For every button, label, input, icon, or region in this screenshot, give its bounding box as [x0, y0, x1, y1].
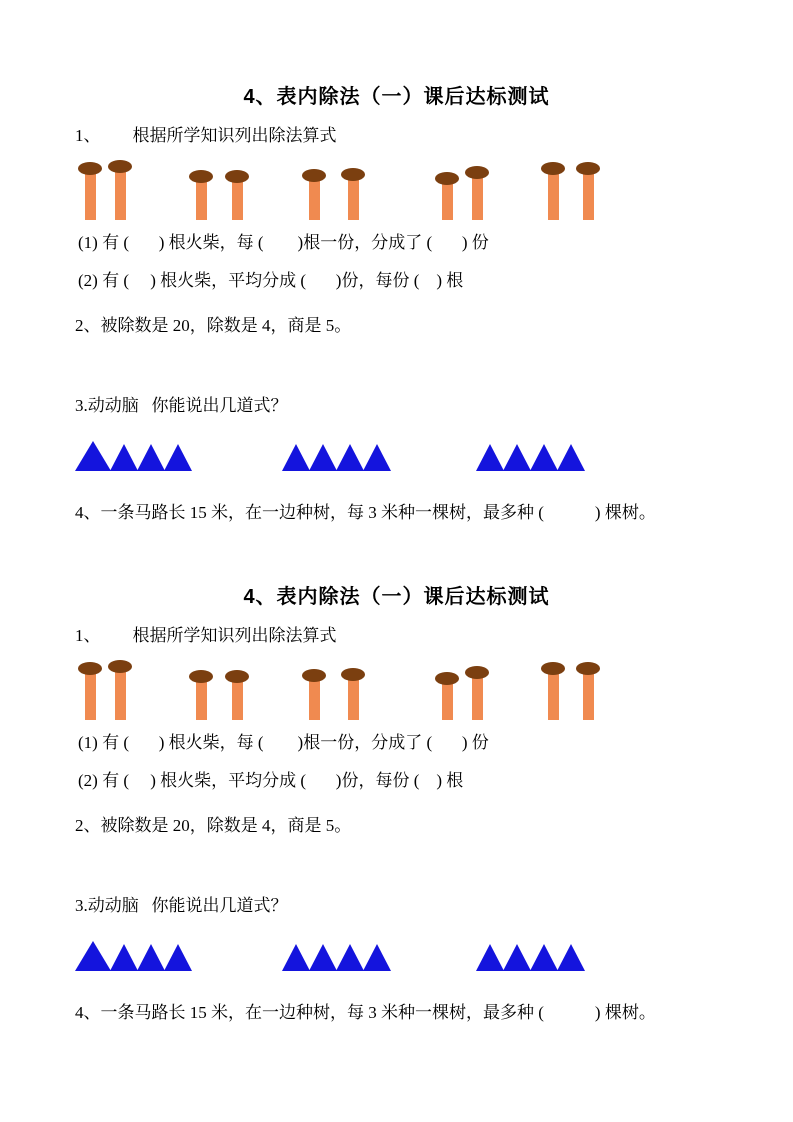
triangle-icon — [476, 944, 504, 971]
question-1 — [75, 124, 337, 148]
match-stick — [583, 671, 594, 720]
question-1-number: 1、 — [75, 126, 101, 145]
match-head — [108, 660, 132, 673]
matchstick-icon — [341, 668, 365, 722]
triangle-icon — [164, 944, 192, 971]
triangle-icon — [503, 944, 531, 971]
matchstick-icon — [225, 670, 249, 722]
question-1 — [75, 624, 337, 648]
matchstick-icon — [189, 170, 213, 222]
matchstick-icon — [341, 168, 365, 222]
triangles-row — [0, 943, 793, 973]
matchstick-icon — [435, 672, 459, 722]
matchstick-icon — [576, 662, 600, 722]
match-stick — [232, 179, 243, 220]
match-stick — [583, 171, 594, 220]
matchstick-icon — [302, 669, 326, 722]
match-head — [108, 160, 132, 173]
triangle-icon — [476, 444, 504, 471]
triangle-icon — [282, 444, 310, 471]
matchsticks-row — [0, 660, 793, 722]
match-head — [465, 166, 489, 179]
match-stick — [196, 179, 207, 220]
match-head — [302, 669, 326, 682]
match-stick — [115, 669, 126, 720]
triangle-group — [282, 444, 390, 471]
matchstick-icon — [302, 169, 326, 222]
matchstick-icon — [435, 172, 459, 222]
match-stick — [85, 171, 96, 220]
match-stick — [442, 181, 453, 220]
triangle-icon — [309, 444, 337, 471]
triangle-group — [75, 941, 191, 971]
triangle-icon — [164, 444, 192, 471]
matchstick-icon — [225, 170, 249, 222]
match-head — [78, 662, 102, 675]
question-4: 4、一条马路长 15 米，在一边种树，每 3 米种一棵树，最多种 ( ) 棵树。 — [75, 1003, 656, 1022]
match-stick — [472, 675, 483, 720]
worksheet-title: 4、表内除法（一）课后达标测试 — [243, 86, 550, 108]
question-1-blank-line-1: (1) 有 ( ) 根火柴，每 ( )根一份，分成了 ( ) 份 — [78, 233, 489, 252]
matchstick-icon — [78, 662, 102, 722]
triangle-icon — [137, 444, 165, 471]
triangle-icon — [75, 441, 111, 471]
match-stick — [309, 678, 320, 720]
match-stick — [348, 677, 359, 720]
triangle-icon — [282, 944, 310, 971]
worksheet-section-1 — [0, 70, 793, 570]
triangle-group — [476, 444, 584, 471]
triangle-icon — [363, 944, 391, 971]
question-1-blank-line-1: (1) 有 ( ) 根火柴，每 ( )根一份，分成了 ( ) 份 — [78, 733, 489, 752]
question-1-text: 根据所学知识列出除法算式 — [132, 626, 337, 645]
match-head — [576, 162, 600, 175]
question-3: 3.动动脑 你能说出几道式？ — [75, 896, 288, 915]
question-3: 3.动动脑 你能说出几道式？ — [75, 396, 288, 415]
triangle-icon — [110, 944, 138, 971]
matchstick-icon — [189, 670, 213, 722]
triangle-icon — [110, 444, 138, 471]
match-head — [341, 668, 365, 681]
question-1-text: 根据所学知识列出除法算式 — [132, 126, 337, 145]
match-head — [225, 170, 249, 183]
match-head — [576, 662, 600, 675]
matchstick-icon — [465, 666, 489, 722]
match-head — [341, 168, 365, 181]
triangle-group — [282, 944, 390, 971]
triangle-group — [75, 441, 191, 471]
matchstick-icon — [541, 162, 565, 222]
question-2: 2、被除数是 20，除数是 4，商是 5。 — [75, 816, 352, 835]
match-head — [465, 666, 489, 679]
triangle-group — [476, 944, 584, 971]
triangle-icon — [309, 944, 337, 971]
match-head — [435, 172, 459, 185]
match-stick — [442, 681, 453, 720]
match-stick — [196, 679, 207, 720]
match-stick — [348, 177, 359, 220]
match-head — [78, 162, 102, 175]
question-4: 4、一条马路长 15 米，在一边种树，每 3 米种一棵树，最多种 ( ) 棵树。 — [75, 503, 656, 522]
question-1-number: 1、 — [75, 626, 101, 645]
triangle-icon — [530, 444, 558, 471]
match-head — [189, 670, 213, 683]
worksheet-section-2 — [0, 570, 793, 1070]
matchstick-icon — [78, 162, 102, 222]
match-head — [189, 170, 213, 183]
match-head — [302, 169, 326, 182]
triangles-row — [0, 443, 793, 473]
triangle-icon — [503, 444, 531, 471]
match-head — [225, 670, 249, 683]
match-stick — [309, 178, 320, 220]
match-stick — [548, 671, 559, 720]
match-stick — [472, 175, 483, 220]
triangle-icon — [336, 944, 364, 971]
match-head — [541, 662, 565, 675]
triangle-icon — [363, 444, 391, 471]
question-1-blank-line-2: (2) 有 ( ) 根火柴，平均分成 ( )份，每份 ( ) 根 — [78, 771, 464, 790]
triangle-icon — [137, 944, 165, 971]
match-stick — [548, 171, 559, 220]
worksheet-title: 4、表内除法（一）课后达标测试 — [243, 586, 550, 608]
question-2: 2、被除数是 20，除数是 4，商是 5。 — [75, 316, 352, 335]
triangle-icon — [557, 444, 585, 471]
match-head — [435, 672, 459, 685]
matchsticks-row — [0, 160, 793, 222]
matchstick-icon — [541, 662, 565, 722]
matchstick-icon — [576, 162, 600, 222]
triangle-icon — [336, 444, 364, 471]
question-1-blank-line-2: (2) 有 ( ) 根火柴，平均分成 ( )份，每份 ( ) 根 — [78, 271, 464, 290]
match-stick — [232, 679, 243, 720]
matchstick-icon — [108, 660, 132, 722]
match-head — [541, 162, 565, 175]
match-stick — [115, 169, 126, 220]
triangle-icon — [557, 944, 585, 971]
matchstick-icon — [465, 166, 489, 222]
match-stick — [85, 671, 96, 720]
triangle-icon — [75, 941, 111, 971]
matchstick-icon — [108, 160, 132, 222]
triangle-icon — [530, 944, 558, 971]
